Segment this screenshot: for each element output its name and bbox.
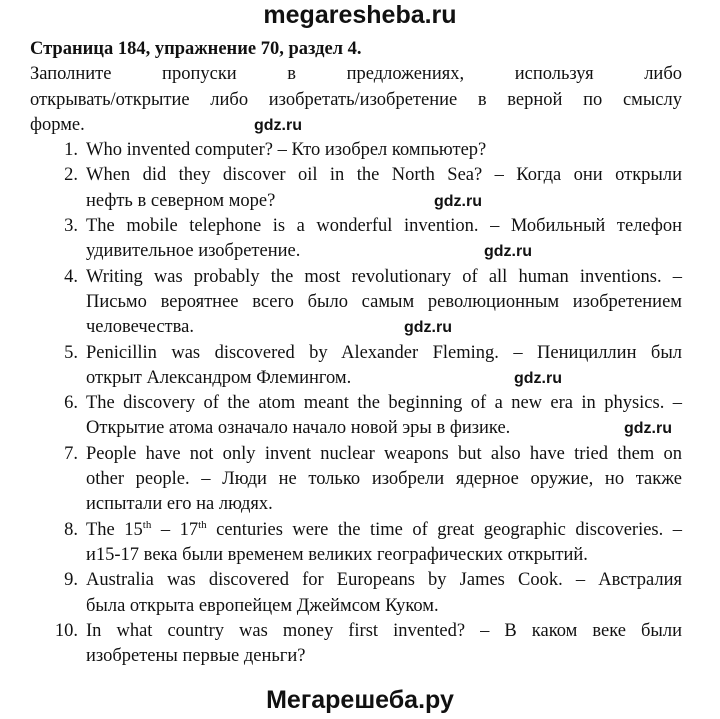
item-line: и15-17 века были временем великих географических открытий. [86, 544, 588, 565]
document-body [30, 37, 682, 669]
item-text [86, 568, 682, 619]
list-item [30, 214, 682, 265]
watermark: gdz.ru [254, 116, 302, 134]
watermark: gdz.ru [434, 192, 482, 210]
item-number: 7. [64, 443, 78, 464]
item-line: Открытие атома означало начало новой эры в физике. gdz.ru [86, 418, 672, 439]
item-text [86, 391, 682, 442]
item-line: человечества. gdz.ru [86, 317, 452, 338]
item-line: The mobile telephone is a wonderful invention. – Мобильный телефон [86, 216, 682, 237]
item-line [86, 518, 682, 543]
item-line: была открыта европейцем Джеймсом Куком. [86, 595, 439, 616]
item-line: испытали его на людях. [86, 494, 273, 515]
list-item [30, 265, 682, 341]
item-line: открыт Александром Флемингом. gdz.ru [86, 367, 562, 388]
superscript: th [198, 518, 207, 531]
item-text [86, 163, 682, 214]
text-part: – 17 [151, 519, 199, 540]
text-part: centuries were the time of great geographic discoveries. – [206, 519, 682, 540]
item-line: Penicillin was discovered by Alexander Fleming. – Пенициллин был [86, 342, 682, 363]
item-text [86, 442, 682, 518]
item-line: Who invented computer? – Кто изобрел компьютер? [86, 140, 487, 161]
instruction-line: открывать/открытие либо изобретать/изобретение в верной по смыслу [30, 89, 682, 110]
site-header: megaresheba.ru [263, 1, 457, 29]
item-line: Письмо вероятнее всего было самым революционным изобретением [86, 291, 682, 312]
page-title: Страница 184, упражнение 70, раздел 4. [30, 39, 362, 59]
item-line: People have not only invent nuclear weapons but also have tried them on [86, 443, 682, 464]
list-item [30, 341, 682, 392]
site-footer: Мегарешеба.ру [266, 686, 454, 714]
item-number: 2. [64, 165, 78, 186]
item-text [86, 214, 682, 265]
item-number: 1. [64, 140, 78, 161]
superscript: th [142, 518, 152, 531]
watermark: gdz.ru [484, 243, 532, 261]
instructions [30, 62, 682, 138]
instruction-line: форме. gdz.ru [30, 114, 302, 135]
item-line: The discovery of the atom meant the beginning of a new era in physics. – [86, 393, 682, 414]
item-text [86, 518, 682, 569]
item-text [86, 619, 682, 670]
item-line: Writing was probably the most revolutionary of all human inventions. – [86, 266, 682, 287]
item-number: 8. [64, 519, 78, 540]
list-item [30, 518, 682, 569]
item-line: other people. – Люди не только изобрели ядерное оружие, но также [86, 469, 682, 490]
text-part: The 15 [86, 519, 143, 540]
list-item [30, 619, 682, 670]
item-text [86, 265, 682, 341]
item-text [86, 341, 682, 392]
watermark: gdz.ru [404, 319, 452, 337]
item-text [86, 138, 682, 163]
item-line: нефть в северном море? gdz.ru [86, 190, 482, 211]
watermark: gdz.ru [624, 420, 672, 438]
item-line: удивительное изобретение. gdz.ru [86, 241, 532, 262]
list-item [30, 163, 682, 214]
item-number: 4. [64, 266, 78, 287]
item-line: In what country was money first invented? – В каком веке были [86, 620, 682, 641]
item-number: 5. [64, 342, 78, 363]
list-item [30, 391, 682, 442]
list-item [30, 138, 682, 163]
item-line: изобретены первые деньги? [86, 646, 306, 667]
answer-list [30, 138, 682, 669]
list-item [30, 568, 682, 619]
item-number: 10. [54, 620, 78, 641]
instruction-line: Заполните пропуски в предложениях, используя либо [30, 64, 682, 85]
item-number: 3. [64, 216, 78, 237]
item-number: 9. [64, 570, 78, 591]
list-item [30, 442, 682, 518]
watermark: gdz.ru [514, 369, 562, 387]
item-number: 6. [64, 393, 78, 414]
item-line: Australia was discovered for Europeans by James Cook. – Австралия [86, 570, 682, 591]
item-line: When did they discover oil in the North Sea? – Когда они открыли [86, 165, 682, 186]
